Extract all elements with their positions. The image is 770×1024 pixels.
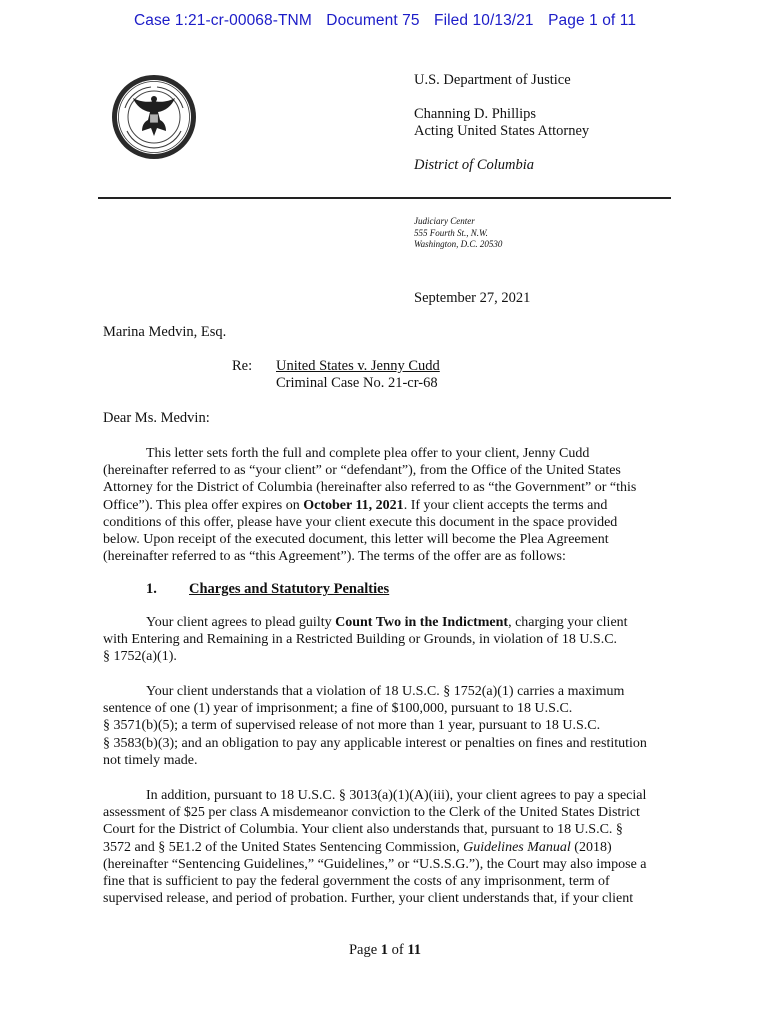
text-line: § 3583(b)(3); and an obligation to pay any applicable interest or penalties on fines and restitution <box>103 735 647 751</box>
case-title: United States v. Jenny Cudd <box>276 358 440 374</box>
count-reference: Count Two in the Indictment <box>335 615 509 630</box>
document-number: Document 75 <box>326 12 420 29</box>
text-line: § 3571(b)(5); a term of supervised release of not more than 1 year, pursuant to 18 U.S.C. <box>103 718 601 734</box>
department-name: U.S. Department of Justice <box>414 72 571 88</box>
guidelines-manual-title: Guidelines Manual <box>463 839 571 855</box>
text-line: assessment of $25 per class A misdemeanor conviction to the Clerk of the United States District <box>103 805 640 821</box>
page-indicator: Page 1 of 11 <box>548 12 637 29</box>
text-line <box>103 614 666 631</box>
current-page: 1 <box>380 942 388 958</box>
text-fragment: 3572 and § 5E1.2 of the United States Sentencing Commission, <box>103 839 464 855</box>
text-line: fine that is sufficient to pay the federal government the costs of any imprisonment, term of <box>103 874 610 890</box>
re-subject <box>276 358 440 392</box>
text-line: not timely made. <box>103 752 198 768</box>
text-line: This letter sets forth the full and complete plea offer to your client, Jenny Cudd <box>146 446 590 461</box>
text-line: with Entering and Remaining in a Restricted Building or Grounds, in violation of 18 U.S.C. <box>103 632 618 648</box>
text-line: Your client understands that a violation of 18 U.S.C. § 1752(a)(1) carries a maximum <box>146 684 625 699</box>
paragraph-plea-offer <box>103 445 666 565</box>
text-fragment: Your client agrees to plead guilty <box>146 615 336 630</box>
letterhead <box>414 72 589 174</box>
criminal-case-number: Criminal Case No. 21-cr-68 <box>276 375 438 391</box>
text-line: Attorney for the District of Columbia (hereinafter also referred to as “the Government” or “this <box>103 480 637 496</box>
attorney-title: Acting United States Attorney <box>414 123 590 139</box>
section-number: 1. <box>146 581 157 597</box>
paragraph-penalties <box>103 683 666 769</box>
case-number: Case 1:21-cr-00068-TNM <box>133 12 312 29</box>
text-line: In addition, pursuant to 18 U.S.C. § 3013(a)(1)(A)(iii), your client agrees to pay a special <box>146 788 647 803</box>
recipient-name: Marina Medvin, Esq. <box>103 324 227 340</box>
office-address <box>414 216 502 251</box>
text-line: (hereinafter referred to as “your client” or “defendant”), from the Office of the United States <box>103 463 621 479</box>
filed-date: Filed 10/13/21 <box>434 12 534 29</box>
court-filing-header <box>0 12 770 30</box>
letterhead-divider <box>98 197 671 199</box>
doj-seal-icon <box>111 74 197 160</box>
address-line-3: Washington, D.C. 20530 <box>414 239 503 249</box>
address-line-1: Judiciary Center <box>414 216 475 226</box>
total-pages: 11 <box>407 942 422 958</box>
district-name: District of Columbia <box>414 157 535 173</box>
salutation: Dear Ms. Medvin: <box>103 410 210 426</box>
letter-date: September 27, 2021 <box>414 290 531 306</box>
paragraph-special-assessment <box>103 787 666 907</box>
attorney-name: Channing D. Phillips <box>414 106 537 122</box>
text-fragment: , charging your client <box>508 615 628 630</box>
text-fragment: . If your client accepts the terms and <box>403 497 608 513</box>
text-line: sentence of one (1) year of imprisonment; a fine of $100,000, pursuant to 18 U.S.C. <box>103 701 573 717</box>
text-line: below. Upon receipt of the executed document, this letter will become the Plea Agreement <box>103 532 609 548</box>
text-line: (hereinafter referred to as “this Agreement”). The terms of the offer are as follows: <box>103 549 566 565</box>
text-line <box>103 839 666 856</box>
text-fragment: Office”). This plea offer expires on <box>103 497 304 513</box>
re-label: Re: <box>232 358 253 374</box>
expiration-date: October 11, 2021 <box>303 497 404 513</box>
footer-of: of <box>388 942 408 958</box>
text-line: (hereinafter “Sentencing Guidelines,” “Guidelines,” or “U.S.S.G.”), the Court may also impose a <box>103 856 647 872</box>
text-line: supervised release, and period of probation. Further, your client understands that, if your client <box>103 891 634 907</box>
text-line <box>103 497 666 514</box>
text-fragment: (2018) <box>570 839 612 855</box>
address-line-2: 555 Fourth St., N.W. <box>414 227 488 238</box>
footer-prefix: Page <box>348 942 381 958</box>
text-line: § 1752(a)(1). <box>103 649 177 665</box>
text-line: Court for the District of Columbia. Your client also understands that, pursuant to 18 U.S.C. § <box>103 822 623 838</box>
section-heading <box>146 581 389 598</box>
text-line: conditions of this offer, please have your client execute this document in the space provided <box>103 514 618 530</box>
page-footer <box>0 942 770 959</box>
section-title: Charges and Statutory Penalties <box>189 581 390 597</box>
paragraph-guilty-plea <box>103 614 666 666</box>
